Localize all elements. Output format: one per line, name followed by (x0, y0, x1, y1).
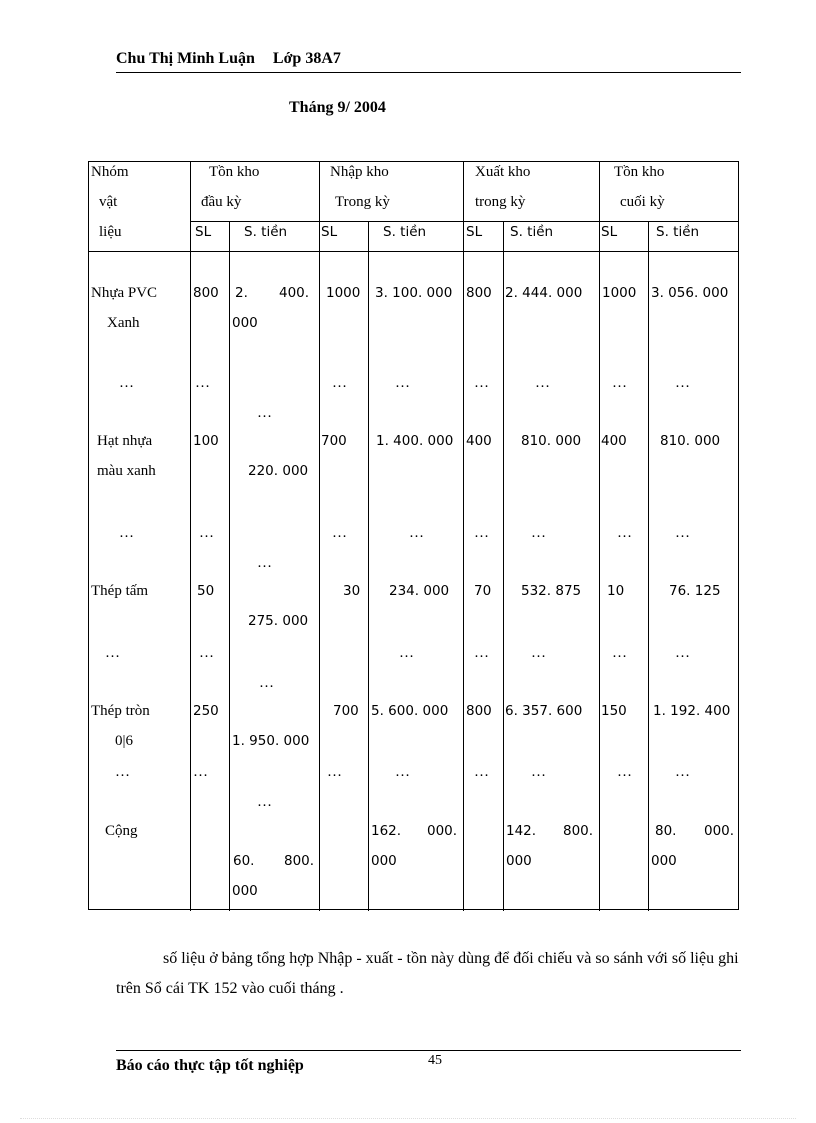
ellipsis: … (612, 645, 627, 661)
col-divider (368, 222, 369, 911)
row1-sl1: 800 (193, 285, 219, 301)
row2-sl2: 700 (321, 433, 347, 449)
col-divider (229, 222, 230, 911)
author-name: Chu Thị Minh Luận (116, 50, 255, 67)
row1-sl3: 800 (466, 285, 492, 301)
ellipsis: … (474, 525, 489, 541)
total-st4-a: 80. (655, 823, 677, 839)
row2-st4: 810. 000 (660, 433, 721, 449)
head-ton-dau-1: Tồn kho (209, 164, 260, 180)
row1-st2: 3. 100. 000 (375, 285, 453, 301)
ellipsis: … (395, 375, 410, 391)
head-stien: S. tiền (510, 224, 554, 240)
row4-st2: 5. 600. 000 (371, 703, 449, 719)
row3-name: Thép tấm (91, 583, 149, 599)
row2-name: màu xanh (97, 463, 156, 479)
row3-sl4: 10 (607, 583, 625, 599)
ellipsis: … (199, 525, 214, 541)
row1-name: Nhựa PVC (91, 285, 158, 301)
ellipsis: … (474, 375, 489, 391)
head-ton-dau-2: đầu kỳ (201, 194, 242, 210)
row3-st1: 275. 000 (248, 613, 309, 629)
row2-name: Hạt nhựa (97, 433, 153, 449)
body-paragraph (116, 944, 741, 1004)
header-rule (116, 72, 741, 73)
row1-sl2: 1000 (326, 285, 361, 301)
row1-st1-b: 400. (279, 285, 310, 301)
ellipsis: … (675, 764, 690, 780)
head-sl: SL (601, 224, 618, 240)
row3-sl3: 70 (474, 583, 492, 599)
ellipsis: … (257, 555, 272, 571)
ellipsis: … (105, 645, 120, 661)
head-group-2: vật (99, 194, 118, 210)
ellipsis: … (617, 764, 632, 780)
row2-st2: 1. 400. 000 (376, 433, 454, 449)
ellipsis: … (395, 764, 410, 780)
ellipsis: … (612, 375, 627, 391)
head-nhap-1: Nhập kho (330, 164, 389, 180)
ellipsis: … (332, 525, 347, 541)
ellipsis: … (195, 375, 210, 391)
head-stien: S. tiền (244, 224, 288, 240)
row2-st3: 810. 000 (521, 433, 582, 449)
head-stien: S. tiền (383, 224, 427, 240)
total-st2-a: 162. (371, 823, 402, 839)
head-ton-cuoi-1: Tồn kho (614, 164, 665, 180)
row1-st1-c: 000 (232, 315, 258, 331)
row2-sl3: 400 (466, 433, 492, 449)
row1-st4: 3. 056. 000 (651, 285, 729, 301)
col-divider (503, 222, 504, 911)
ellipsis: … (257, 794, 272, 810)
ellipsis: … (259, 675, 274, 691)
row4-st4: 1. 192. 400 (653, 703, 731, 719)
row1-st3: 2. 444. 000 (505, 285, 583, 301)
total-label: Cộng (105, 823, 138, 839)
col-divider (648, 222, 649, 911)
ellipsis: … (119, 525, 134, 541)
paragraph-text: số liệu ở bảng tổng hợp Nhập - xuất - tồn này dùng để đối chiếu và so sánh với số liệu ghi trên Sổ cái TK 152 vào cuối tháng . (116, 950, 739, 997)
row3-st4: 76. 125 (669, 583, 721, 599)
row2-sl1: 100 (193, 433, 219, 449)
total-st3-b: 800. (563, 823, 594, 839)
row4-name: Thép tròn (91, 703, 150, 719)
row4-sl1: 250 (193, 703, 219, 719)
inventory-table (88, 161, 739, 910)
ellipsis: … (474, 645, 489, 661)
head-group-1: Nhóm (91, 164, 129, 180)
ellipsis: … (675, 525, 690, 541)
row2-st1: 220. 000 (248, 463, 309, 479)
ellipsis: … (193, 764, 208, 780)
ellipsis: … (199, 645, 214, 661)
row3-sl1: 50 (197, 583, 215, 599)
ellipsis: … (531, 525, 546, 541)
head-sl: SL (466, 224, 483, 240)
head-group-3: liệu (99, 224, 122, 240)
total-st4-b: 000. (704, 823, 735, 839)
col-divider (463, 162, 464, 911)
page-edge (20, 1118, 796, 1119)
ellipsis: … (474, 764, 489, 780)
footer-title: Báo cáo thực tập tốt nghiệp (116, 1057, 304, 1074)
row3-st3: 532. 875 (521, 583, 582, 599)
head-ton-cuoi-2: cuối kỳ (620, 194, 665, 210)
row3-sl2: 30 (343, 583, 361, 599)
col-divider (190, 162, 191, 911)
ellipsis: … (531, 645, 546, 661)
footer-rule (116, 1050, 741, 1051)
row4-name: 0|6 (115, 733, 134, 749)
total-st3-c: 000 (506, 853, 532, 869)
row1-st1-a: 2. (235, 285, 248, 301)
row4-sl3: 800 (466, 703, 492, 719)
ellipsis: … (257, 405, 272, 421)
ellipsis: … (399, 645, 414, 661)
row4-st3: 6. 357. 600 (505, 703, 583, 719)
total-st1-a: 60. (233, 853, 255, 869)
col-divider (599, 162, 600, 911)
head-stien: S. tiền (656, 224, 700, 240)
total-st1-c: 000 (232, 883, 258, 899)
row2-sl4: 400 (601, 433, 627, 449)
ellipsis: … (675, 645, 690, 661)
header-divider (89, 251, 739, 252)
total-st2-b: 000. (427, 823, 458, 839)
total-st2-c: 000 (371, 853, 397, 869)
row3-st2: 234. 000 (389, 583, 450, 599)
head-sl: SL (195, 224, 212, 240)
ellipsis: … (531, 764, 546, 780)
ellipsis: … (409, 525, 424, 541)
ellipsis: … (675, 375, 690, 391)
row4-sl4: 150 (601, 703, 627, 719)
ellipsis: … (332, 375, 347, 391)
page-header (116, 50, 359, 68)
head-xuat-2: trong kỳ (475, 194, 526, 210)
row1-name: Xanh (107, 315, 140, 331)
total-st3-a: 142. (506, 823, 537, 839)
ellipsis: … (115, 764, 130, 780)
row4-sl2: 700 (333, 703, 359, 719)
class-name: Lớp 38A7 (272, 50, 341, 67)
ellipsis: … (535, 375, 550, 391)
page-number: 45 (428, 1053, 442, 1068)
total-st4-c: 000 (651, 853, 677, 869)
head-sl: SL (321, 224, 338, 240)
ellipsis: … (119, 375, 134, 391)
total-st1-b: 800. (284, 853, 315, 869)
month-title: Tháng 9/ 2004 (289, 99, 386, 116)
col-divider (319, 162, 320, 911)
head-nhap-2: Trong kỳ (335, 194, 390, 210)
row1-sl4: 1000 (602, 285, 637, 301)
ellipsis: … (327, 764, 342, 780)
ellipsis: … (617, 525, 632, 541)
row4-st1: 1. 950. 000 (232, 733, 310, 749)
header-divider (190, 221, 739, 222)
head-xuat-1: Xuất kho (475, 164, 531, 180)
